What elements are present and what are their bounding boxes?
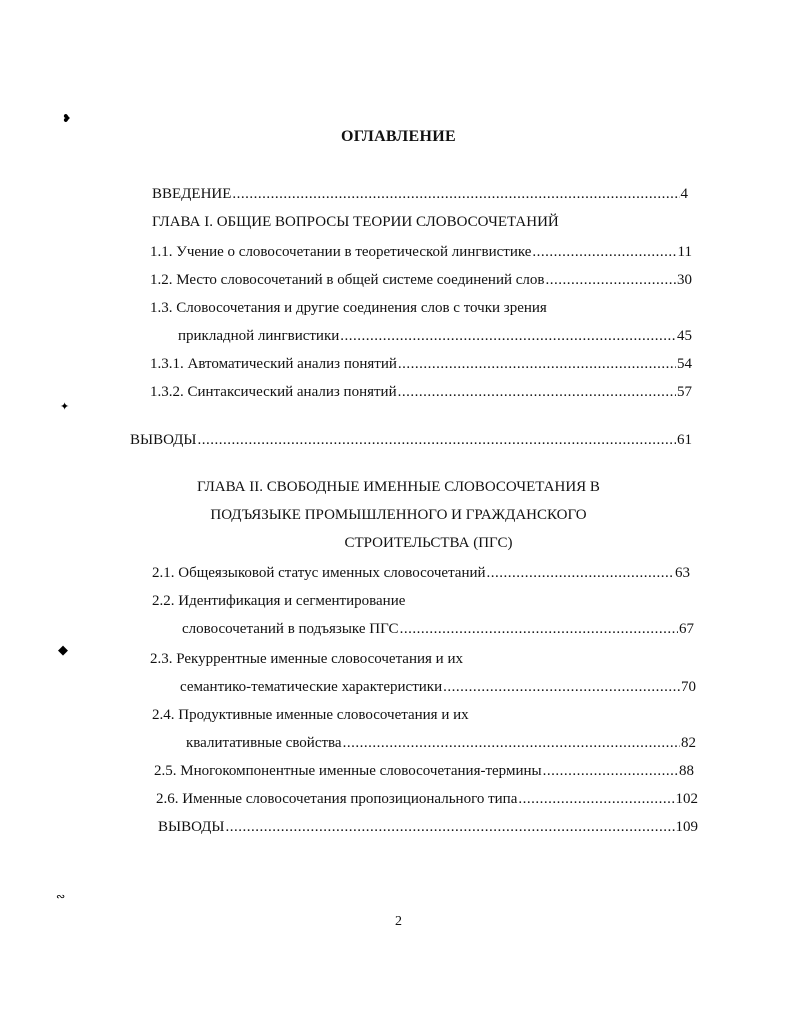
toc-leader-dots: [343, 734, 680, 752]
toc-entry-label: 2.1. Общеязыковой статус именных словосочетаний: [152, 565, 486, 581]
toc-entry-chapter2-conclusions: [158, 818, 698, 836]
toc-entry-2-6: [156, 790, 698, 808]
toc-entry-2-1: [152, 564, 690, 582]
chapter1-heading: ГЛАВА I. ОБЩИЕ ВОПРОСЫ ТЕОРИИ СЛОВОСОЧЕТАНИЙ: [152, 214, 559, 230]
toc-entry-2-2-line1: 2.2. Идентификация и сегментирование: [152, 593, 406, 609]
toc-entry-label: прикладной лингвистики: [178, 328, 340, 344]
toc-leader-dots: [398, 383, 676, 401]
toc-entry-page: 102: [675, 791, 698, 807]
toc-leader-dots: [398, 355, 676, 373]
toc-leader-dots: [532, 243, 676, 261]
toc-entry-page: 67: [679, 621, 694, 637]
toc-entry-1-3-1: [150, 355, 692, 373]
scan-mark: ❥: [62, 113, 72, 125]
toc-leader-dots: [198, 431, 677, 449]
toc-entry-chapter1-conclusions: [130, 431, 692, 449]
toc-entry-label: квалитативные свойства: [186, 735, 342, 751]
toc-leader-dots: [340, 327, 676, 345]
toc-entry-label: словосочетаний в подъязыке ПГС: [182, 621, 399, 637]
toc-entry-2-4-line1: 2.4. Продуктивные именные словосочетания и их: [152, 707, 469, 723]
toc-entry-page: 57: [677, 384, 692, 400]
toc-entry-1-3: [178, 327, 692, 345]
toc-entry-label: ВВЕДЕНИЕ: [152, 186, 232, 202]
scan-mark: ✦: [60, 401, 70, 413]
toc-leader-dots: [487, 564, 674, 582]
toc-leader-dots: [226, 818, 675, 836]
toc-entry-page: 61: [677, 432, 692, 448]
toc-entry-page: 30: [677, 272, 692, 288]
toc-entry-2-3: [180, 678, 696, 696]
chapter2-heading-line1: ГЛАВА II. СВОБОДНЫЕ ИМЕННЫЕ СЛОВОСОЧЕТАНИЯ В: [197, 479, 600, 495]
toc-entry-label: 2.6. Именные словосочетания пропозиционального типа: [156, 791, 518, 807]
toc-leader-dots: [400, 620, 678, 638]
toc-entry-label: ВЫВОДЫ: [130, 432, 197, 448]
scan-mark: ◆: [58, 642, 68, 657]
toc-entry-label: семантико-тематические характеристики: [180, 679, 443, 695]
toc-entry-page: 11: [677, 244, 692, 260]
toc-entry-page: 70: [681, 679, 696, 695]
toc-leader-dots: [232, 185, 679, 203]
toc-entry-introduction: [152, 185, 688, 203]
toc-entry-page: 54: [677, 356, 692, 372]
toc-entry-1-3-line1: 1.3. Словосочетания и другие соединения слов с точки зрения: [150, 300, 547, 316]
toc-leader-dots: [543, 762, 678, 780]
toc-leader-dots: [443, 678, 680, 696]
toc-entry-page: 82: [681, 735, 696, 751]
toc-entry-2-3-line1: 2.3. Рекуррентные именные словосочетания и их: [150, 651, 463, 667]
toc-entry-label: 1.3.2. Синтаксический анализ понятий: [150, 384, 397, 400]
toc-entry-page: 88: [679, 763, 694, 779]
chapter2-heading-line3: СТРОИТЕЛЬСТВА (ПГС): [344, 535, 513, 551]
scan-mark: ∾: [56, 891, 66, 903]
toc-entry-page: 63: [675, 565, 690, 581]
toc-entry-label: ВЫВОДЫ: [158, 819, 225, 835]
toc-entry-label: 1.1. Учение о словосочетании в теоретической лингвистике: [150, 244, 532, 260]
toc-entry-label: 1.2. Место словосочетаний в общей системе соединений слов: [150, 272, 545, 288]
page-number: 2: [395, 914, 402, 929]
toc-entry-2-5: [154, 762, 694, 780]
toc-entry-1-1: [150, 243, 692, 261]
toc-entry-1-3-2: [150, 383, 692, 401]
toc-leader-dots: [546, 271, 677, 289]
toc-entry-2-2: [182, 620, 694, 638]
toc-entry-label: 2.5. Многокомпонентные именные словосочетания-термины: [154, 763, 542, 779]
toc-entry-2-4: [186, 734, 696, 752]
toc-entry-page: 109: [675, 819, 698, 835]
toc-entry-page: 45: [677, 328, 692, 344]
toc-entry-1-2: [150, 271, 692, 289]
toc-title: ОГЛАВЛЕНИЕ: [341, 128, 456, 145]
toc-leader-dots: [518, 790, 674, 808]
toc-entry-page: 4: [680, 186, 688, 202]
toc-entry-label: 1.3.1. Автоматический анализ понятий: [150, 356, 397, 372]
chapter2-heading-line2: ПОДЪЯЗЫКЕ ПРОМЫШЛЕННОГО И ГРАЖДАНСКОГО: [210, 507, 587, 523]
